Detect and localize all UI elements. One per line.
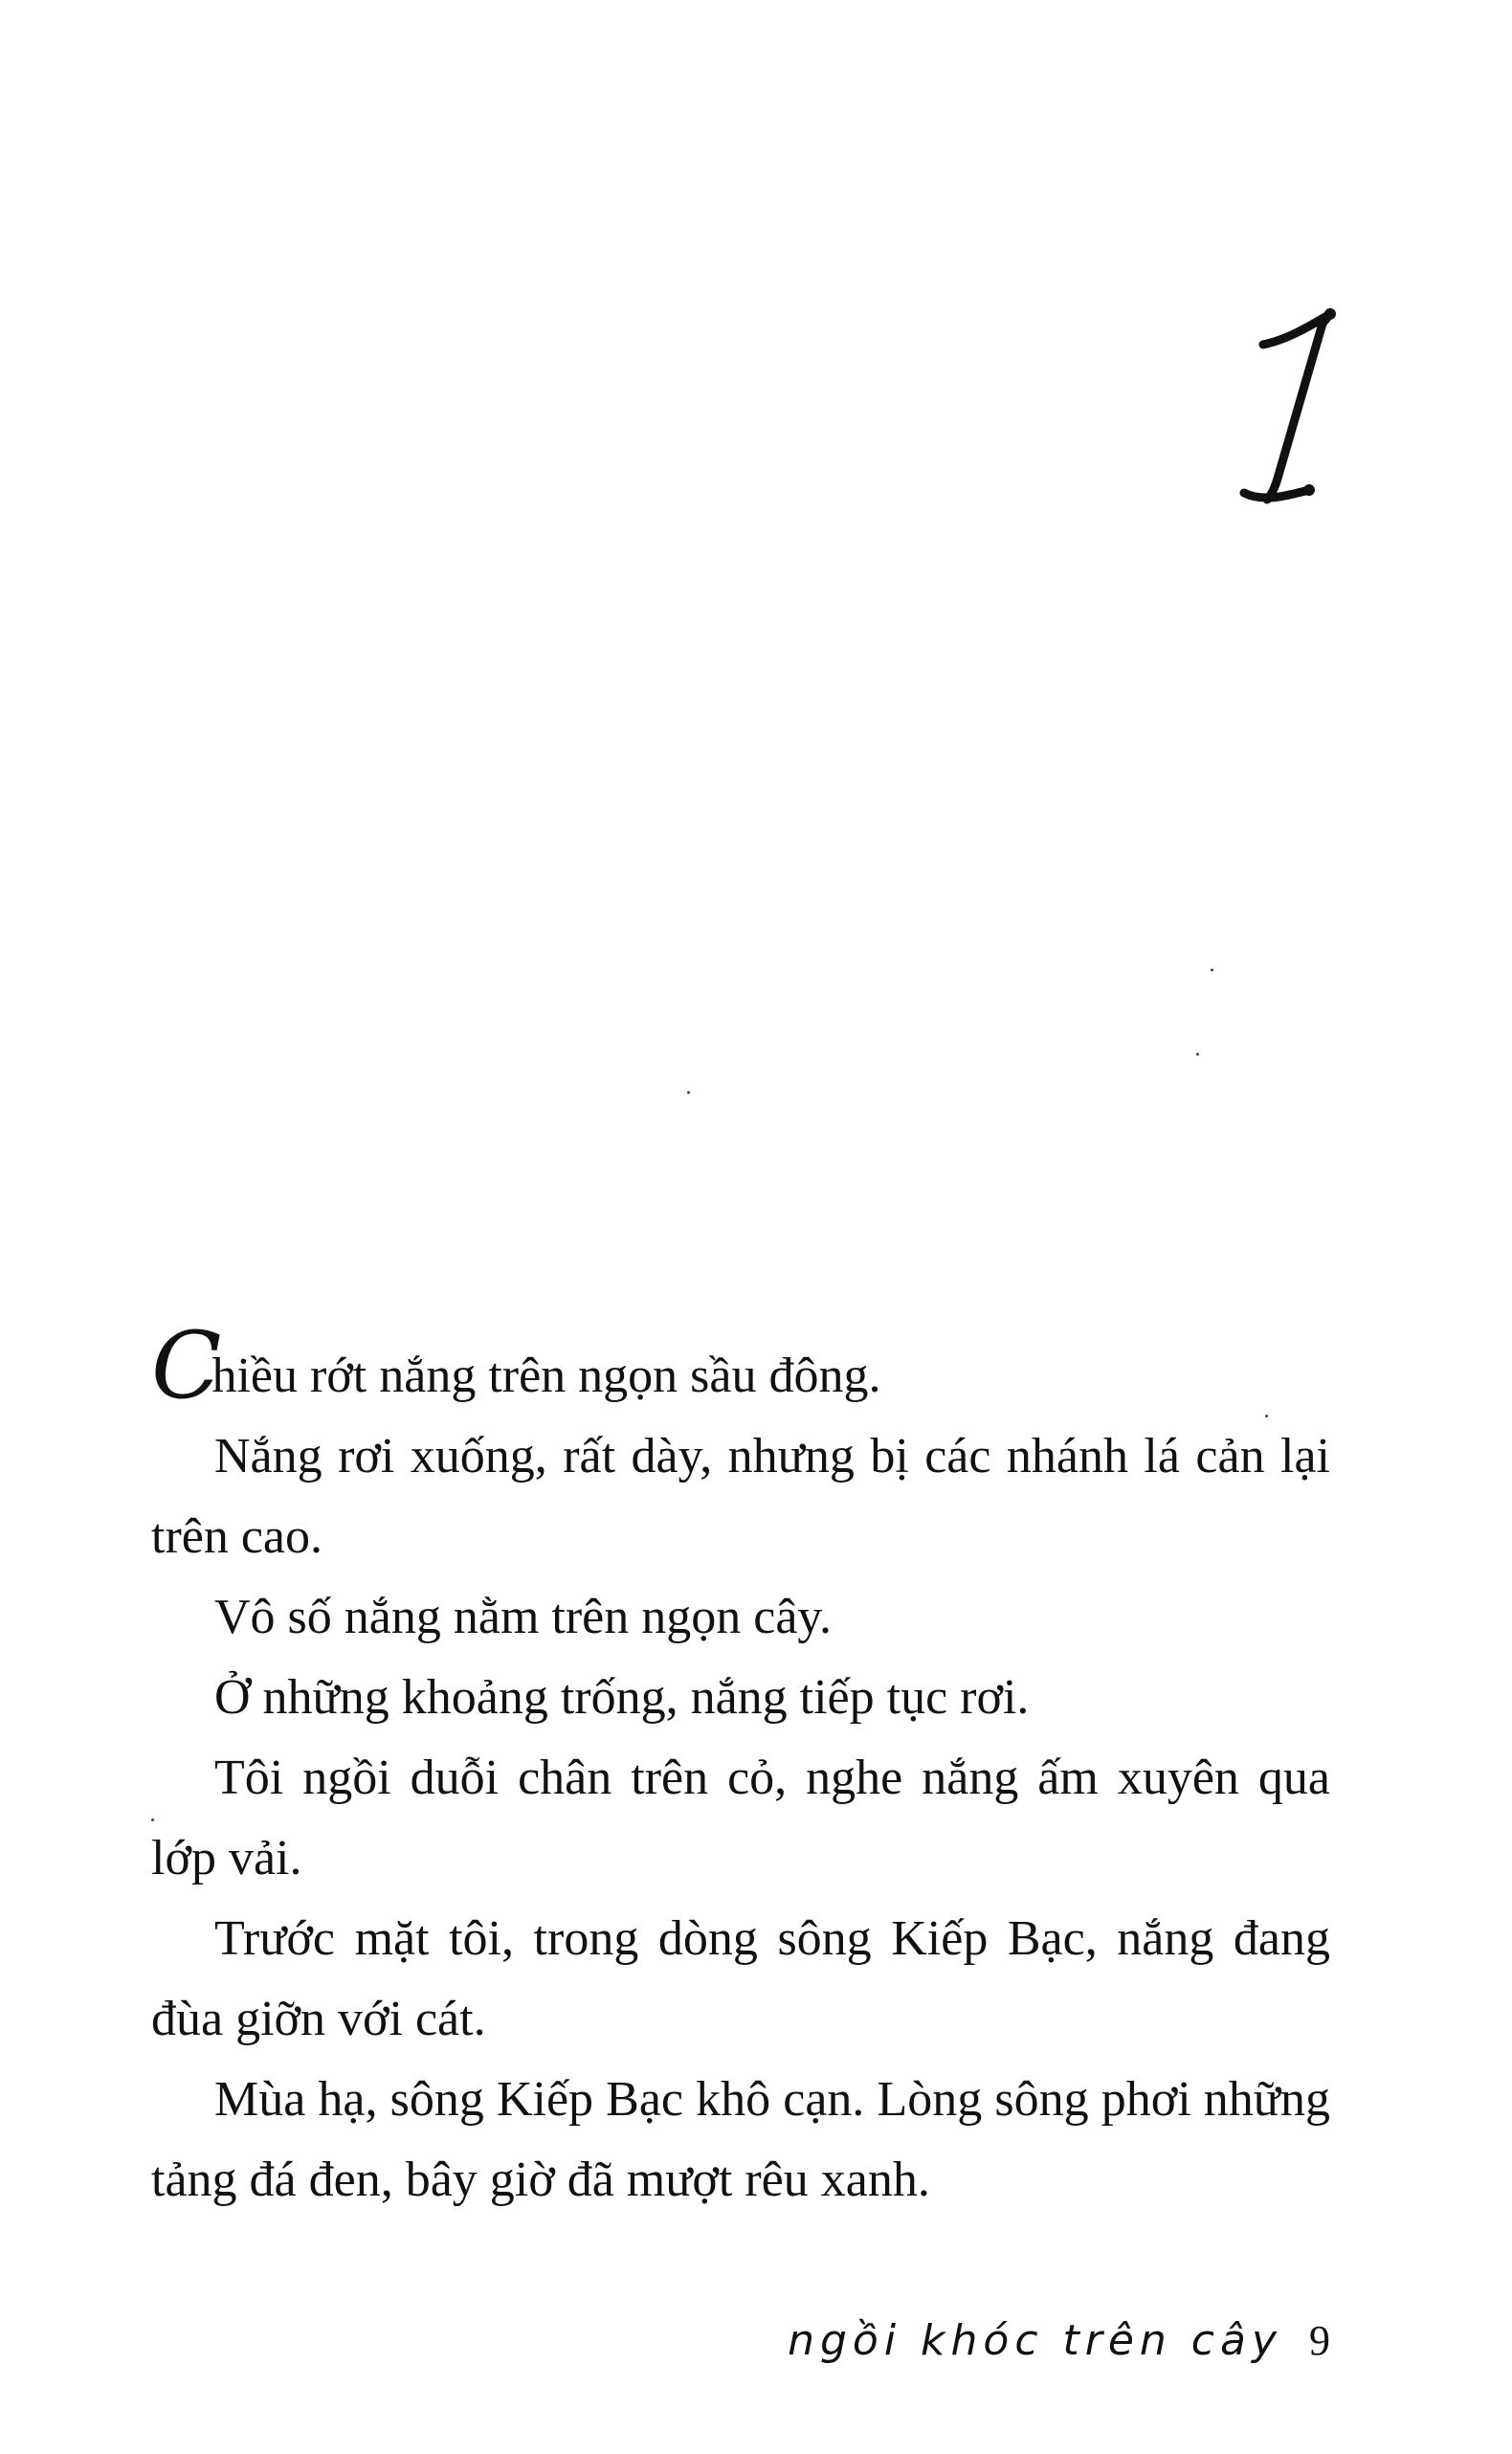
paragraph-1 xyxy=(151,1312,1330,1419)
running-title: ngồi khóc trên cây xyxy=(788,2316,1282,2365)
paragraph-5: Tôi ngồi duỗi chân trên cỏ, nghe nắng ấm xuyên qua lớp vải. xyxy=(151,1751,1330,1885)
page-footer xyxy=(788,2316,1330,2365)
drop-cap: C xyxy=(151,1312,218,1419)
paper-speck xyxy=(1211,969,1213,971)
paper-speck xyxy=(151,1818,154,1821)
paragraph-1-text: hiều rớt nắng trên ngọn sầu đông. xyxy=(211,1349,881,1403)
paragraph-7: Mùa hạ, sông Kiếp Bạc khô cạn. Lòng sông phơi những tảng đá đen, bây giờ đã mượt rêu xanh. xyxy=(151,2072,1330,2207)
paper-speck xyxy=(687,1091,690,1094)
paragraph-6: Trước mặt tôi, trong dòng sông Kiếp Bạc, nắng đang đùa giỡn với cát. xyxy=(151,1911,1330,2046)
paper-speck xyxy=(1196,1053,1199,1056)
page-number: 9 xyxy=(1309,2317,1330,2364)
paragraph-4: Ở những khoảng trống, nắng tiếp tục rơi. xyxy=(214,1670,1030,1725)
chapter-number-glyph xyxy=(1234,306,1349,517)
paper-speck xyxy=(1265,1415,1268,1417)
paragraph-3: Vô số nắng nằm trên ngọn cây. xyxy=(214,1590,833,1644)
chapter-number xyxy=(1234,306,1349,517)
paragraph-2: Nắng rơi xuống, rất dày, nhưng bị các nhánh lá cản lại trên cao. xyxy=(151,1429,1330,1564)
chapter-body xyxy=(151,1312,1330,2220)
